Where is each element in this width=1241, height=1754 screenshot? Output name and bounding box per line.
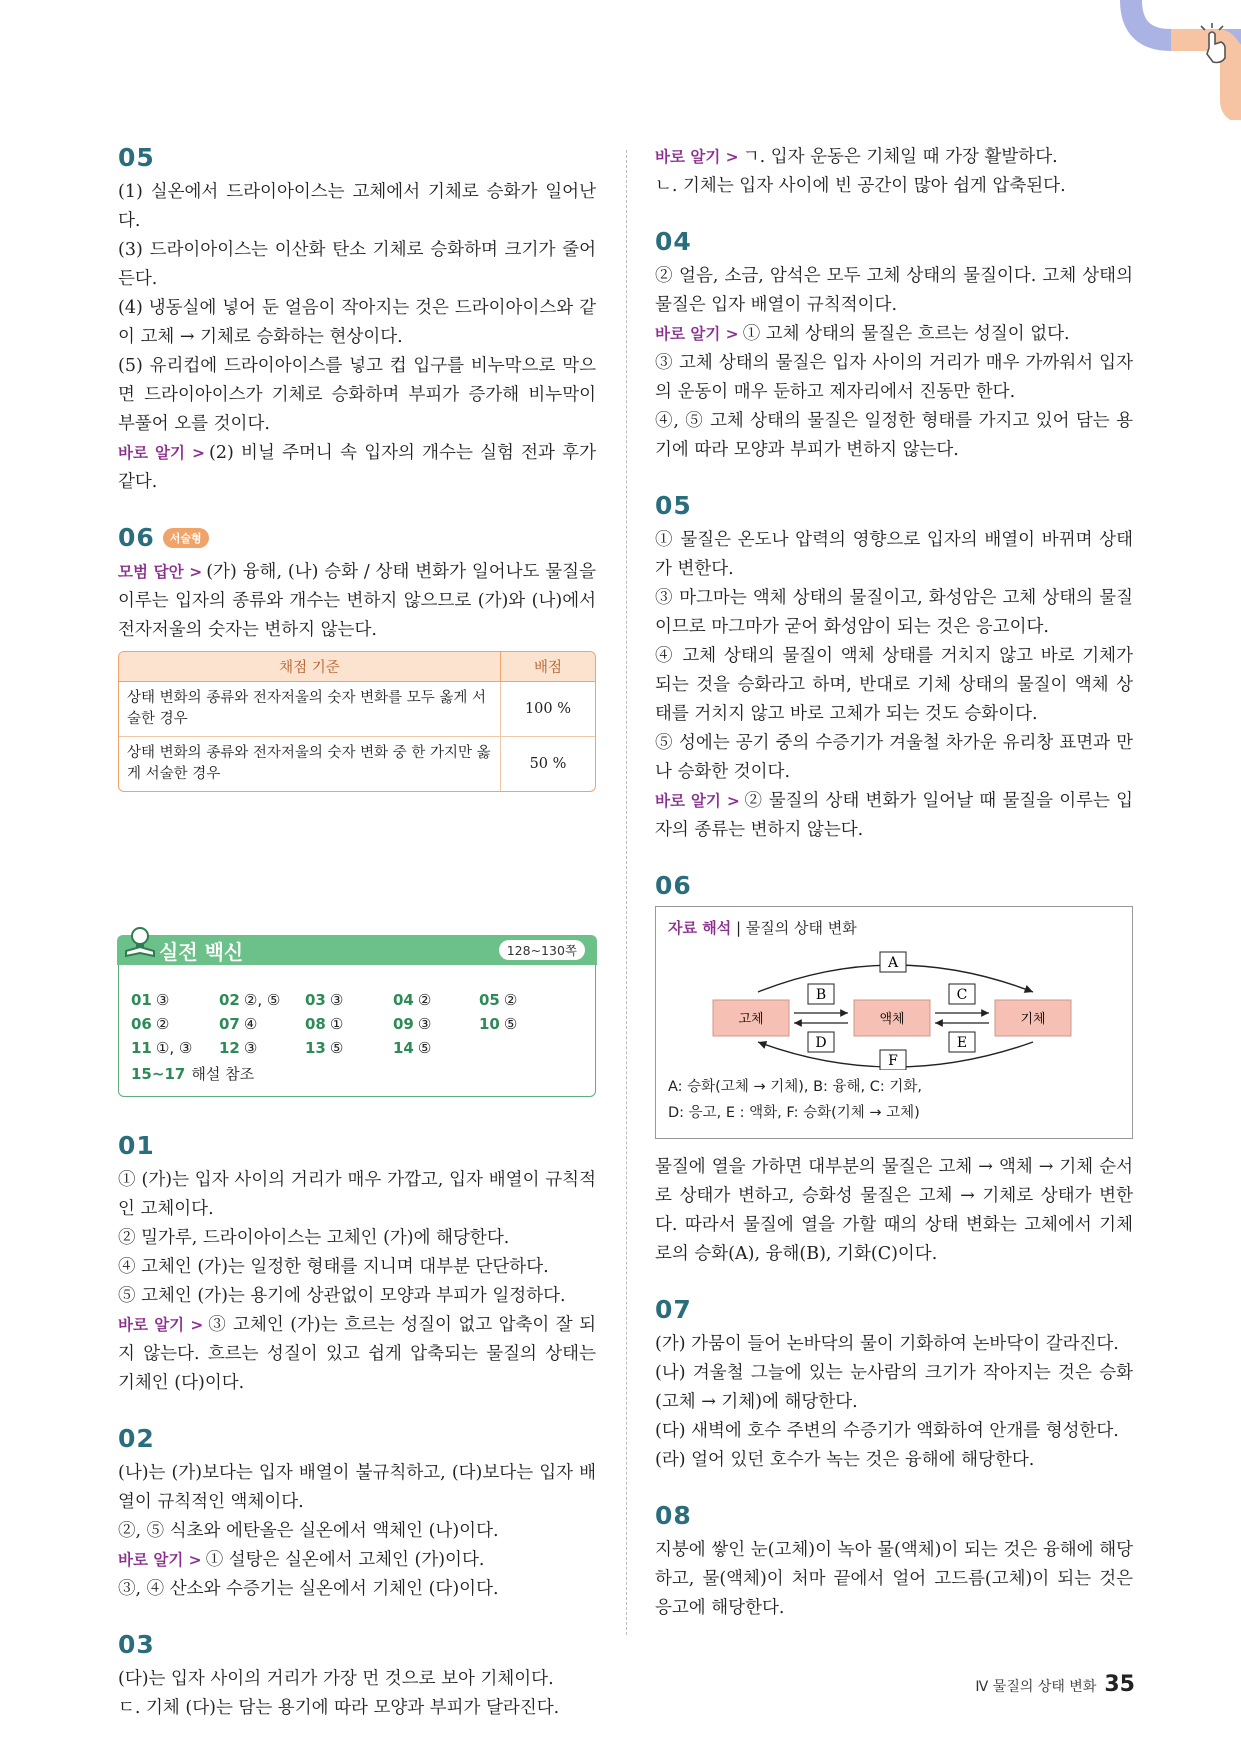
- answer-item: [305, 991, 393, 1009]
- figure-caption: [668, 1074, 1120, 1126]
- correct-label: 바로 알기 >: [118, 444, 206, 462]
- question-08: [655, 1501, 1133, 1623]
- question-number: 07: [655, 1295, 692, 1324]
- answer-value: ④: [243, 1015, 258, 1033]
- score-cell: 100 %: [500, 682, 595, 737]
- text-line: ② 밀가루, 드라이아이스는 고체인 (가)에 해당한다.: [118, 1228, 510, 1248]
- question-02: [118, 1424, 596, 1604]
- table-row: [119, 682, 595, 737]
- figure-title-text: 물질의 상태 변화: [745, 919, 857, 937]
- text-line: ④, ⑤ 고체 상태의 물질은 일정한 형태를 가지고 있어 담는 용기에 따라 모양과 부피가 변하지 않는다.: [655, 411, 1133, 460]
- data-analysis-box: [655, 906, 1133, 1139]
- table-header-score: 배점: [500, 652, 595, 682]
- correct-text: ① 고체 상태의 물질은 흐르는 성질이 없다.: [742, 324, 1070, 344]
- text-line: ④ 고체인 (가)는 일정한 형태를 지니며 대부분 단단하다.: [118, 1257, 549, 1277]
- answer-item: [305, 1015, 393, 1033]
- model-answer-label: 모범 답안 >: [118, 563, 203, 581]
- answer-item: [393, 1015, 479, 1033]
- question-number: 04: [655, 227, 692, 256]
- question-05-right: [655, 491, 1133, 845]
- question-03-continued: [655, 143, 1133, 201]
- answer-item: [393, 1039, 479, 1057]
- arrow-label-C: C: [956, 987, 968, 1003]
- text-line: (나)는 (가)보다는 입자 배열이 불규칙하고, (다)보다는 입자 배열이 규칙적인 액체이다.: [118, 1463, 596, 1512]
- figure-label: 자료 해석: [668, 919, 732, 937]
- answer-value: ②: [503, 991, 518, 1009]
- text-line: ③ 마그마는 액체 상태의 물질이고, 화성암은 고체 상태의 물질이므로 마그마가 굳어 화성암이 되는 것은 응고이다.: [655, 588, 1133, 637]
- model-answer: [118, 558, 596, 645]
- answer-value: ⑤: [503, 1015, 518, 1033]
- text-line: (1) 실온에서 드라이아이스는 고체에서 기체로 승화가 일어난다.: [118, 182, 596, 231]
- correct-text: ③ 고체인 (가)는 흐르는 성질이 없고 압축이 잘 되지 않는다. 흐르는 성질이 있고 쉽게 압축되는 물질의 상태는 기체인 (다)이다.: [118, 1315, 596, 1393]
- column-divider: [626, 150, 627, 1635]
- correct-note: [655, 787, 1133, 845]
- arrow-label-A: A: [887, 955, 899, 971]
- answer-number: 03: [305, 991, 326, 1009]
- page-number: 35: [1104, 1672, 1135, 1697]
- criterion-cell: 상태 변화의 종류와 전자저울의 숫자 변화를 모두 옳게 서술한 경우: [119, 682, 500, 737]
- caption-line: A: 승화(고체 → 기체), B: 융해, C: 기화,: [668, 1079, 923, 1095]
- correct-text: ② 물질의 상태 변화가 일어날 때 물질을 이루는 입자의 종류는 변하지 않는다.: [655, 791, 1133, 840]
- text-line: ㄴ. 기체는 입자 사이에 빈 공간이 많아 쉽게 압축된다.: [655, 176, 1066, 196]
- question-04: [655, 227, 1133, 465]
- table-header-criterion: 채점 기준: [119, 652, 500, 682]
- correct-label: 바로 알기 >: [118, 1316, 204, 1334]
- question-05-left: [118, 143, 596, 497]
- text-line: (4) 냉동실에 넣어 둔 얼음이 작아지는 것은 드라이아이스와 같이 고체 → 기체로 승화하는 현상이다.: [118, 298, 596, 347]
- correct-note: [655, 143, 1133, 172]
- answer-number: 11: [131, 1039, 152, 1057]
- page-footer: [975, 1672, 1135, 1697]
- question-number: 05: [655, 491, 692, 520]
- correct-text: (2) 비닐 주머니 속 입자의 개수는 실험 전과 후가 같다.: [118, 443, 596, 492]
- answer-number: 08: [305, 1015, 326, 1033]
- text-line: (3) 드라이아이스는 이산화 탄소 기체로 승화하며 크기가 줄어든다.: [118, 240, 596, 289]
- state-change-diagram: [668, 942, 1120, 1070]
- criterion-cell: 상태 변화의 종류와 전자저울의 숫자 변화 중 한 가지만 옳게 서술한 경우: [127, 745, 491, 782]
- text-line: (라) 얼어 있던 호수가 녹는 것은 융해에 해당한다.: [655, 1450, 1035, 1470]
- table-row: [119, 737, 595, 791]
- answer-value: ②: [417, 991, 432, 1009]
- text-line: ⑤ 고체인 (가)는 용기에 상관없이 모양과 부피가 일정하다.: [118, 1286, 566, 1306]
- answer-item: [393, 991, 479, 1009]
- correct-note: [118, 1311, 596, 1398]
- answer-extra: [131, 1063, 583, 1084]
- correct-note: [655, 320, 1133, 349]
- correct-label: 바로 알기 >: [655, 148, 739, 166]
- question-number: 06: [655, 871, 692, 900]
- text-line: ③ 고체 상태의 물질은 입자 사이의 거리가 매우 가까워서 입자의 운동이 매우 둔하고 제자리에서 진동만 한다.: [655, 353, 1133, 402]
- correct-text: ㄱ. 입자 운동은 기체일 때 가장 활발하다.: [742, 147, 1058, 167]
- answer-value: ①, ③: [155, 1039, 193, 1057]
- answer-item: [131, 1015, 219, 1033]
- text-line: ① 물질은 온도나 압력의 영향으로 입자의 배열이 바뀌며 상태가 변한다.: [655, 530, 1133, 579]
- answer-number: 12: [219, 1039, 240, 1057]
- answer-value: ③: [155, 991, 170, 1009]
- question-number: 05: [118, 143, 155, 172]
- answer-item: [479, 1015, 565, 1033]
- text-line: ③, ④ 산소와 수증기는 실온에서 기체인 (다)이다.: [118, 1579, 499, 1599]
- answer-number: 10: [479, 1015, 500, 1033]
- text-line: (다) 새벽에 호수 주변의 수증기가 액화하여 안개를 형성한다.: [655, 1421, 1119, 1441]
- answer-number: 15~17: [131, 1065, 186, 1083]
- correct-label: 바로 알기 >: [655, 792, 740, 810]
- answer-value: ③: [243, 1039, 258, 1057]
- answer-item: [219, 991, 305, 1009]
- answer-key-title: 실전 백신: [159, 939, 244, 964]
- correct-label: 바로 알기 >: [655, 325, 739, 343]
- question-number: 06 서술형: [118, 523, 596, 552]
- text-line: ②, ⑤ 식초와 에탄올은 실온에서 액체인 (나)이다.: [118, 1521, 499, 1541]
- answer-number: 05: [479, 991, 500, 1009]
- answer-item: [219, 1039, 305, 1057]
- text-line: 물질에 열을 가하면 대부분의 물질은 고체 → 액체 → 기체 순서로 상태가 변하고, 승화성 물질은 고체 → 기체로 상태가 변한다. 따라서 물질에 열을 가할 때의 상태 변화는 고체에서 기체로의 승화(A), 융해(B), 기화(C)이다.: [655, 1157, 1133, 1264]
- answer-grid: [131, 991, 583, 1057]
- text-line: (다)는 입자 사이의 거리가 가장 먼 것으로 보아 기체이다.: [118, 1669, 554, 1689]
- state-liquid: 액체: [879, 1012, 905, 1027]
- answer-number: 07: [219, 1015, 240, 1033]
- score-cell: 50 %: [500, 737, 595, 791]
- question-number: 02: [118, 1424, 155, 1453]
- answer-number: 13: [305, 1039, 326, 1057]
- question-07: [655, 1295, 1133, 1475]
- corner-decoration-icon: [1051, 0, 1241, 120]
- text-line: 지붕에 쌓인 눈(고체)이 녹아 물(액체)이 되는 것은 융해에 해당하고, 물(액체)이 처마 끝에서 얼어 고드름(고체)이 되는 것은 응고에 해당한다.: [655, 1540, 1133, 1618]
- text-line: ㄷ. 기체 (다)는 담는 용기에 따라 모양과 부피가 달라진다.: [118, 1698, 560, 1718]
- question-06-right: [655, 871, 1133, 1269]
- model-answer-text: (가) 융해, (나) 승화 / 상태 변화가 일어나도 물질을 이루는 입자의 종류와 개수는 변하지 않으므로 (가)와 (나)에서 전자저울의 숫자는 변하지 않는다.: [118, 562, 596, 640]
- text-line: ② 얼음, 소금, 암석은 모두 고체 상태의 물질이다. 고체 상태의 물질은 입자 배열이 규칙적이다.: [655, 266, 1133, 315]
- figure-title: 자료 해석 | 물질의 상태 변화: [668, 919, 857, 937]
- right-column: [655, 143, 1133, 1649]
- answer-item: [479, 991, 565, 1009]
- correct-note: [118, 1546, 596, 1575]
- arrow-label-B: B: [815, 987, 827, 1003]
- correct-note: [118, 439, 596, 497]
- descriptive-badge: 서술형: [163, 528, 209, 548]
- arrow-label-D: D: [815, 1035, 827, 1051]
- answer-value: ③: [417, 1015, 432, 1033]
- left-column: [118, 143, 596, 1749]
- answer-value: ⑤: [329, 1039, 344, 1057]
- text-line: ① (가)는 입자 사이의 거리가 매우 가깝고, 입자 배열이 규칙적인 고체이다.: [118, 1170, 596, 1219]
- text-line: ④ 고체 상태의 물질이 액체 상태를 거치지 않고 바로 기체가 되는 것을 승화라고 하며, 반대로 기체 상태의 물질이 액체 상태를 거치지 않고 바로 고체가 되는 것도 승화이다.: [655, 646, 1133, 724]
- text-line: (가) 가뭄이 들어 논바닥의 물이 기화하여 논바닥이 갈라진다.: [655, 1334, 1119, 1354]
- question-03: [118, 1630, 596, 1723]
- question-06-left: [118, 523, 596, 792]
- answer-item: [131, 1039, 219, 1057]
- arrow-label-F: F: [888, 1053, 898, 1069]
- state-gas: 기체: [1020, 1012, 1046, 1027]
- answer-item: [305, 1039, 393, 1057]
- chapter-title: Ⅳ 물질의 상태 변화: [975, 1679, 1097, 1695]
- question-number: 03: [118, 1630, 155, 1659]
- answer-key-box: [118, 939, 596, 1097]
- answer-key-header: [117, 935, 597, 965]
- state-solid: 고체: [738, 1012, 764, 1027]
- answer-number: 04: [393, 991, 414, 1009]
- answer-value: 해설 참조: [191, 1065, 255, 1083]
- answer-key-pages: 128~130쪽: [499, 940, 585, 960]
- answer-value: ②, ⑤: [243, 991, 281, 1009]
- text-line: (5) 유리컵에 드라이아이스를 넣고 컵 입구를 비누막으로 막으면 드라이아이스가 기체로 승화하며 부피가 증가해 비누막이 부풀어 오를 것이다.: [118, 356, 596, 434]
- lightbulb-book-icon: [123, 925, 157, 959]
- grading-table: [118, 651, 596, 792]
- caption-line: D: 응고, E : 액화, F: 승화(기체 → 고체): [668, 1105, 920, 1121]
- question-number: 01: [118, 1131, 155, 1160]
- text-line: ⑤ 성에는 공기 중의 수증기가 겨울철 차가운 유리창 표면과 만나 승화한 것이다.: [655, 733, 1133, 782]
- answer-value: ②: [155, 1015, 170, 1033]
- arrow-label-E: E: [956, 1035, 968, 1051]
- answer-item: [131, 991, 219, 1009]
- text-line: (나) 겨울철 그늘에 있는 눈사람의 크기가 작아지는 것은 승화(고체 → 기체)에 해당한다.: [655, 1363, 1133, 1412]
- answer-number: 06: [131, 1015, 152, 1033]
- answer-number: 14: [393, 1039, 414, 1057]
- answer-value: ⑤: [417, 1039, 432, 1057]
- question-number: 08: [655, 1501, 692, 1530]
- answer-value: ①: [329, 1015, 344, 1033]
- correct-text: ① 설탕은 실온에서 고체인 (가)이다.: [205, 1550, 485, 1570]
- correct-label: 바로 알기 >: [118, 1551, 202, 1569]
- answer-number: 09: [393, 1015, 414, 1033]
- answer-number: 01: [131, 991, 152, 1009]
- answer-item: [219, 1015, 305, 1033]
- question-01: [118, 1131, 596, 1398]
- answer-value: ③: [329, 991, 344, 1009]
- answer-number: 02: [219, 991, 240, 1009]
